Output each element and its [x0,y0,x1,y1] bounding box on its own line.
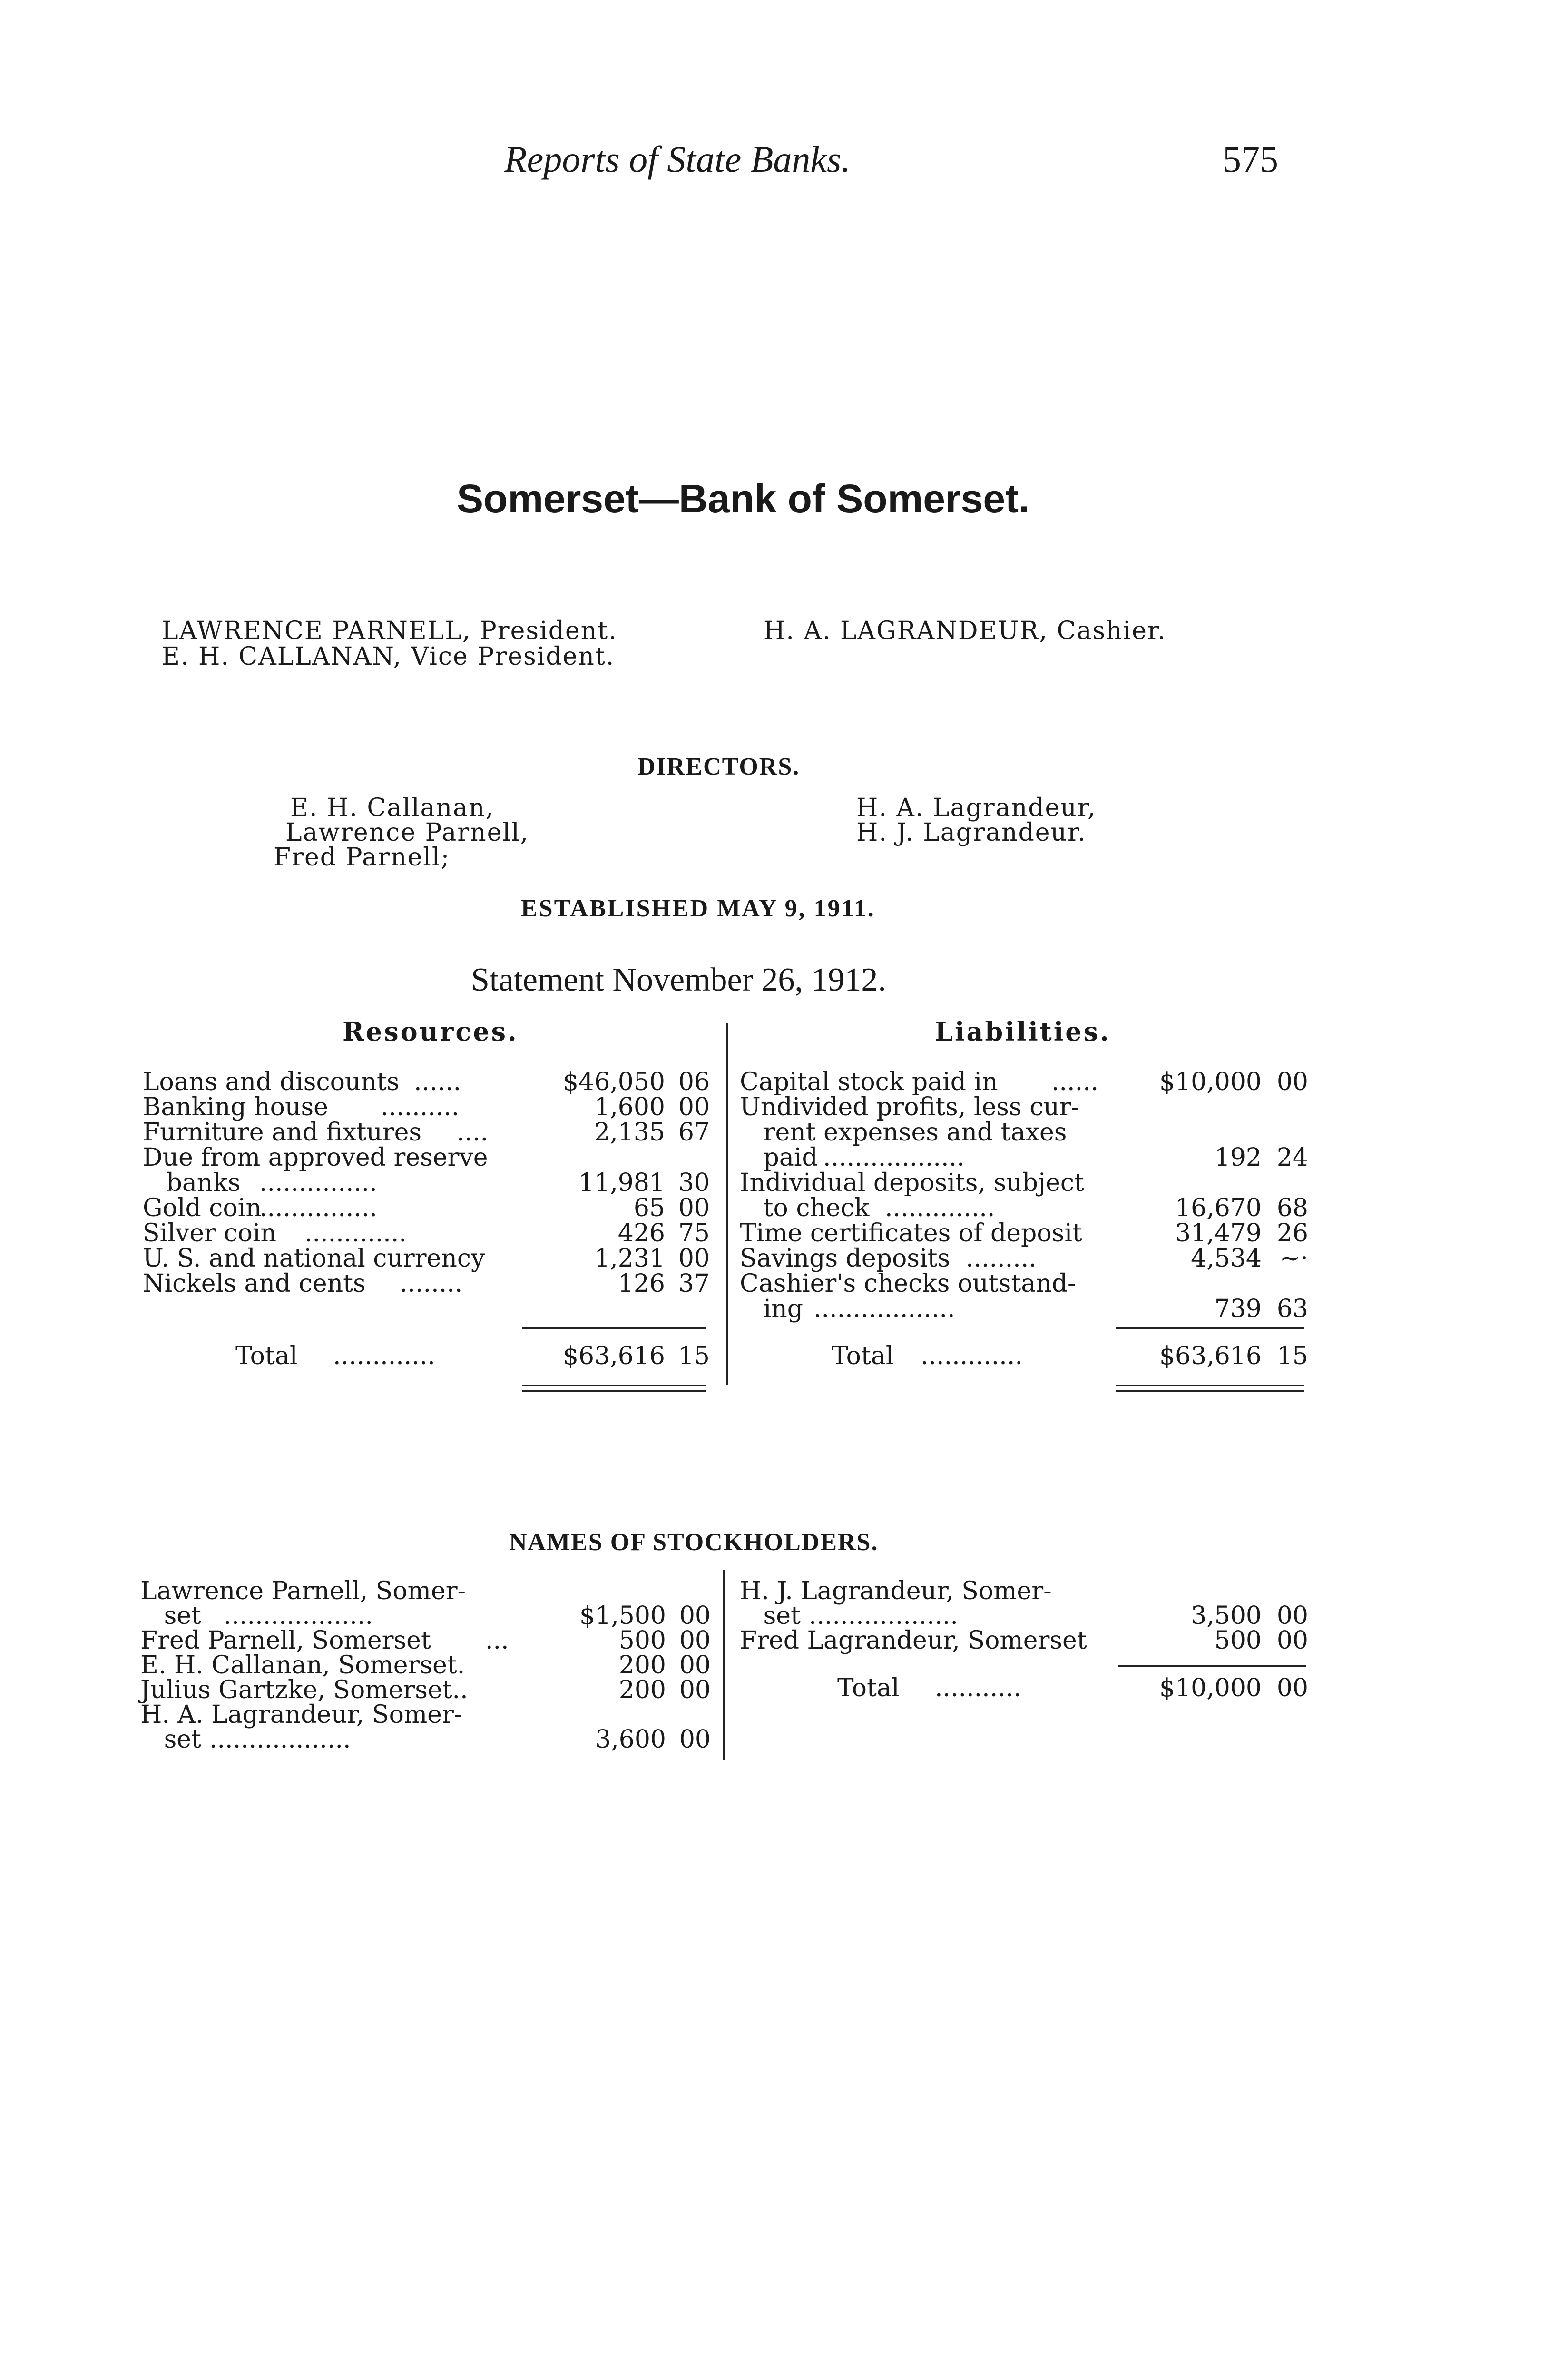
liability-total-leader: ............. [921,1344,1023,1368]
resource-row-label: U. S. and national currency [143,1244,485,1273]
page-number: 575 [1223,138,1278,180]
liability-row-leader: ......... [966,1246,1037,1271]
resources-total-rule [522,1327,706,1329]
stockholders-total-rule [1118,1665,1306,1667]
running-title: Reports of State Banks. [504,138,851,180]
statement-title: Statement November 26, 1912. [471,962,886,998]
liability-total-dollars: $63,616 [1159,1342,1262,1370]
resource-row-label: banks [143,1169,241,1197]
resource-row-leader: ............... [259,1196,377,1220]
liability-row-label: Individual deposits, subject [740,1169,1084,1197]
resource-row-dollars: 426 [617,1219,665,1248]
liability-row-leader: .................. [813,1297,955,1321]
stockholder-left-row-label: Julius Gartzke, Somerset.. [140,1676,468,1704]
resource-row-cents: 37 [678,1269,710,1298]
liability-row-cents: 26 [1276,1219,1308,1248]
liability-row-leader: .................. [823,1145,965,1170]
stockholder-left-row-label: H. A. Lagrandeur, Somer- [140,1701,462,1729]
resources-double-rule-1 [522,1385,706,1386]
stockholder-right-row-dollars: 3,500 [1191,1602,1262,1630]
director-left-1: E. H. Callanan, [290,794,494,822]
liability-row-cents: 68 [1276,1194,1308,1222]
resource-row-leader: ............. [304,1221,407,1246]
resource-row-label: Nickels and cents [143,1269,366,1298]
resource-row-dollars: 2,135 [594,1118,665,1147]
resources-heading: Resources. [343,1016,519,1047]
liability-row-label: paid [740,1143,818,1172]
stockholder-left-row-leader: ................... [224,1603,373,1628]
liability-total-cents: 15 [1276,1342,1308,1370]
statement-divider [726,1023,728,1385]
stockholder-left-row-leader: .................. [209,1727,351,1752]
resource-row-label: Gold coin [143,1194,262,1222]
resource-row-cents: 00 [678,1093,710,1121]
officer-vice-president: E. H. CALLANAN, Vice President. [162,642,615,671]
stockholder-right-row-label: H. J. Lagrandeur, Somer- [740,1577,1052,1605]
director-left-2: Lawrence Parnell, [285,818,529,847]
resource-row-leader: ............... [259,1170,377,1195]
resource-row-dollars: 126 [617,1269,665,1298]
liabilities-double-rule-1 [1116,1385,1304,1386]
resource-row-cents: 67 [678,1118,710,1147]
stockholders-divider [723,1570,725,1760]
stockholder-right-row-leader: ................... [809,1603,959,1628]
directors-heading: DIRECTORS. [637,753,800,780]
stockholder-total-cents: 00 [1276,1674,1308,1702]
resource-row-label: Loans and discounts [143,1068,400,1096]
director-left-3: Fred Parnell; [274,843,451,872]
stockholder-left-row-dollars: 500 [618,1626,666,1655]
stockholder-right-row-cents: 00 [1276,1626,1308,1655]
resource-row-label: Silver coin [143,1219,276,1248]
stockholder-right-row-label: set [740,1602,801,1630]
stockholder-left-row-dollars: $1,500 [579,1602,666,1630]
stockholder-left-row-dollars: 200 [618,1651,666,1680]
resource-row-dollars: 65 [633,1194,665,1222]
resource-row-label: Banking house [143,1093,328,1121]
officer-cashier: H. A. LAGRANDEUR, Cashier. [764,617,1166,645]
liability-row-dollars: 192 [1214,1143,1262,1172]
resource-total-label: Total [235,1342,298,1370]
resource-total-cents: 15 [678,1342,710,1370]
liabilities-heading: Liabilities. [935,1016,1111,1047]
liabilities-double-rule-2 [1116,1390,1304,1392]
liability-row-dollars: $10,000 [1159,1068,1262,1096]
resource-total-leader: ............. [333,1344,435,1368]
liability-row-cents: 24 [1276,1143,1308,1172]
liability-row-dollars: 739 [1214,1295,1262,1323]
stockholder-right-row-label: Fred Lagrandeur, Somerset [740,1626,1087,1655]
stockholder-total-label: Total [837,1674,900,1702]
resource-row-leader: .... [457,1120,489,1145]
liability-row-label: Savings deposits [740,1244,951,1273]
liability-row-leader: .............. [885,1196,995,1220]
resource-row-dollars: 11,981 [578,1169,665,1197]
liability-row-label: Undivided profits, less cur- [740,1093,1080,1121]
liability-row-dollars: 31,479 [1175,1219,1262,1248]
stockholder-left-row-label: Fred Parnell, Somerset [140,1626,431,1655]
stockholder-left-row-dollars: 200 [618,1676,666,1704]
stockholder-total-dollars: $10,000 [1159,1674,1262,1702]
stockholder-right-row-cents: 00 [1276,1602,1308,1630]
liability-total-label: Total [832,1342,894,1370]
stockholder-left-row-cents: 00 [679,1676,711,1704]
resource-row-cents: 06 [678,1068,710,1096]
resource-row-cents: 30 [678,1169,710,1197]
stockholder-left-row-cents: 00 [679,1651,711,1680]
liability-row-label: Cashier's checks outstand- [740,1269,1076,1298]
stockholder-left-row-label: set [140,1725,201,1754]
liability-row-leader: ...... [1051,1070,1099,1094]
resource-row-label: Due from approved reserve [143,1143,488,1172]
liability-row-label: Capital stock paid in [740,1068,998,1096]
liability-row-dollars: 16,670 [1175,1194,1262,1222]
liability-row-label: to check [740,1194,870,1222]
liability-row-cents: 00 [1276,1068,1308,1096]
stockholder-left-row-leader: ... [485,1628,509,1653]
resource-row-dollars: 1,231 [594,1244,665,1273]
resource-total-dollars: $63,616 [562,1342,665,1370]
resource-row-dollars: 1,600 [594,1093,665,1121]
bank-title: Somerset—Bank of Somerset. [457,476,1030,521]
established-date: ESTABLISHED MAY 9, 1911. [521,895,875,922]
stockholder-left-row-label: E. H. Callanan, Somerset. [140,1651,465,1680]
stockholder-left-row-label: Lawrence Parnell, Somer- [140,1577,466,1605]
resource-row-label: Furniture and fixtures [143,1118,422,1147]
stockholder-total-leader: ........... [935,1676,1021,1701]
resource-row-leader: ...... [414,1070,461,1094]
officer-president: LAWRENCE PARNELL, President. [162,617,617,645]
resource-row-cents: 75 [678,1219,710,1248]
stockholder-left-row-cents: 00 [679,1626,711,1655]
liabilities-total-rule [1116,1327,1304,1329]
resource-row-cents: 00 [678,1244,710,1273]
resource-row-cents: 00 [678,1194,710,1222]
resource-row-dollars: $46,050 [562,1068,665,1096]
stockholder-left-row-label: set [140,1602,201,1630]
resource-row-leader: ........ [400,1271,463,1296]
liability-row-label: Time certificates of deposit [740,1219,1082,1248]
liability-row-label: ing [740,1295,803,1323]
director-right-1: H. A. Lagrandeur, [856,794,1097,822]
resources-double-rule-2 [522,1390,706,1392]
resource-row-leader: .......... [381,1095,460,1120]
director-right-2: H. J. Lagrandeur. [856,818,1087,847]
stockholders-heading: NAMES OF STOCKHOLDERS. [509,1529,879,1556]
stockholder-right-row-dollars: 500 [1214,1626,1262,1655]
liability-row-label: rent expenses and taxes [740,1118,1067,1147]
stockholder-left-row-dollars: 3,600 [595,1725,666,1754]
stockholder-left-row-cents: 00 [679,1725,711,1754]
liability-row-cents: 63 [1276,1295,1308,1323]
liability-row-dollars: 4,534 [1191,1244,1262,1273]
liability-row-cents: ~· [1279,1244,1308,1273]
stockholder-left-row-cents: 00 [679,1602,711,1630]
